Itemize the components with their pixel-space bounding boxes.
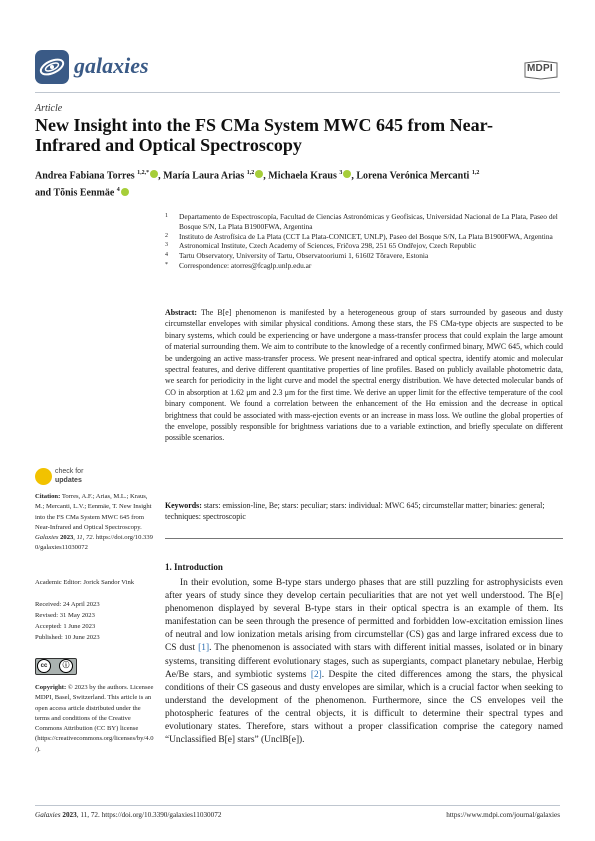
affiliation-number: 4 [165,252,168,259]
author-name[interactable]: María Laura Arias [163,170,245,182]
journal-logo [35,50,69,84]
received-date: Received: 24 April 2023 [35,601,100,608]
affiliation-text: Astronomical Institute, Czech Academy of Sciences, Fričova 298, 251 65 Ondřejov, Czech Republic [179,241,477,251]
correspondence-text[interactable]: Correspondence: atorres@fcaglp.unlp.edu.ar [179,260,312,270]
section-divider [165,538,563,539]
footer-citation [35,811,221,819]
citation-volume: 11, 72. [76,534,95,542]
footer-year: 2023 [62,811,77,819]
galaxy-icon [35,50,69,84]
author-name[interactable]: Lorena Verónica Mercanti [356,170,470,182]
affiliation-text: Departamento de Espectroscopía, Facultad de Ciencias Astronómicas y Geofísicas, Universidad Nacional de La Plata, Paseo del Bosque S/N, La Plata B1900FWA, Argentina [179,212,558,231]
academic-editor: Academic Editor: Jorick Sandor Vink [35,579,135,586]
orcid-icon[interactable] [255,170,263,178]
author-affiliation-ref: 1,2 [246,170,255,176]
citation-doi-link[interactable]: https://doi.org/10.3390/galaxies11030072 [35,534,153,552]
by-attribution-icon: ⓘ [59,659,73,673]
copyright-text: © 2023 by the authors. Licensee MDPI, Basel, Switzerland. This article is an open access article distributed under the terms and conditions of the Creative Commons Attribution (CC BY) license (https://creativecommons.org/licenses/by/4.0/). [35,684,154,753]
affiliation-item [165,251,565,261]
footer-journal-url[interactable]: https://www.mdpi.com/journal/galaxies [446,811,560,819]
affiliation-number: 2 [165,232,168,239]
article-type: Article [35,103,63,114]
published-date: Published: 10 June 2023 [35,634,100,641]
affiliation-number: 3 [165,242,168,249]
orcid-icon[interactable] [121,188,129,196]
affiliation-number: 1 [165,213,168,219]
author-affiliation-ref: 1,2,* [137,170,150,176]
abstract [165,307,563,444]
paragraph-text: . The phenomenon is associated with stars with different initial masses, isolated or in binary systems, transiting different evolutionary stages, such as supergiants, compact planetary nebulae, Herbig Ae/Be stars, and symbiotic systems [165,643,563,680]
citation-label: Citation: [35,493,61,500]
paragraph-text: . Despite the cited differences among the stars, the physical conditions of their CS gaseous and dusty envelopes are similar, which is a crucial factor when seeking to understand the development of the phenomenon. Furthermore, since the CS envelopes veil the photospheric features of the central objects, it is difficult to determine their spectral types and evolutionary states. Therefore, stars without a proper classification comprise the category named “Unclassified B[e] stars” (UnclB[e]). [165,669,563,746]
author-name[interactable]: Tõnis Eenmäe [53,187,115,199]
accepted-date: Accepted: 1 June 2023 [35,623,96,630]
affiliation-item [165,232,565,242]
copyright-block [35,683,155,755]
affiliations [165,212,565,271]
author-affiliation-ref: 3 [339,170,343,176]
orcid-icon[interactable] [150,170,158,178]
correspondence [165,261,565,271]
article-title: New Insight into the FS CMa System MWC 645 from Near-Infrared and Optical Spectroscopy [35,115,493,155]
footer-divider [35,805,560,806]
publisher-name: MDPI [527,63,553,74]
keywords-label: Keywords: [165,501,202,510]
revised-date: Revised: 31 May 2023 [35,612,95,619]
section-heading: 1. Introduction [165,562,223,572]
citation-block: Citation: Torres, A.F.; Arias, M.L.; Kraus, M.; Mercanti, L.V.; Eenmäe, T. New Insight into the FS CMa System MWC 645 from Near-Infrared and Optical Spectroscopy. Galaxies 2023, 11, 72. https://doi.org/10.3390/galaxies11030072 [35,493,153,552]
keywords-text: stars: emission-line, Be; stars: peculiar; stars: individual: MWC 645; circumstellar matter; binaries: general; techniques: spectroscopic [165,501,545,522]
check-updates-icon [35,468,52,485]
author-name[interactable]: Andrea Fabiana Torres [35,170,135,182]
body-text [165,577,563,747]
citation-text: Torres, A.F.; Arias, M.L.; Kraus, M.; Mercanti, L.V.; Eenmäe, T. New Insight into the FS CMa System MWC 645 from Near-Infrared and Optical Spectroscopy. [35,493,152,531]
affiliation-item [165,241,565,251]
affiliation-number: * [165,261,168,268]
affiliation-item [165,212,565,232]
abstract-label: Abstract: [165,308,197,317]
author-affiliation-ref: 4 [116,187,120,194]
keywords [165,500,563,523]
paragraph [165,577,563,747]
citation-year: 2023 [60,534,74,542]
cc-icon: cc [37,659,51,673]
footer-doi[interactable]: , 11, 72. https://doi.org/10.3390/galaxies11030072 [76,811,222,819]
check-updates-line2: updates [55,477,82,484]
footer-journal: Galaxies [35,811,61,819]
abstract-text: The B[e] phenomenon is manifested by a heterogeneous group of stars surrounded by gaseous and dusty circumstellar envelopes with similar physical conditions. Among these stars, the FS CMa-type objects are suspected to be binary systems, which could be experiencing or have undergone a mass-transfer process that could explain the large amount of material surrounding them. We aim to contribute to the knowledge of a recently confirmed binary, MWC 645, which could be undergoing an active mass-transfer process. We present near-infrared and optical spectra, identify atomic and molecular spectral features, and derive different quantitative properties of line profiles. Based on publicly available photometric data, we search for periodicity in the light curve and model the spectral energy distribution. We have detected molecular bands of CO in absorption at 1.62 μm and 2.3 μm for the first time. We derive an upper limit for the effective temperature of the cool binary component. We found a correlation between the enhancement of the Hα emission and the decrease in optical brightness that could be associated with mass-ejection events or an increase in mass loss. We outline the global properties of the envelope, possibly responsible for brightness variations due to a variable extinction, and briefly speculate on different possible scenarios. [165,308,563,443]
author-name[interactable]: Michaela Kraus [268,170,337,182]
publisher-logo[interactable] [521,60,561,80]
header-divider [35,92,560,93]
citation-link[interactable]: [1] [198,643,210,654]
orcid-icon[interactable] [343,170,351,178]
author-affiliation-ref: 1,2 [471,170,480,176]
cc-by-license-badge[interactable] [35,658,75,674]
citation-journal: Galaxies [35,534,59,542]
journal-name[interactable]: galaxies [74,53,149,78]
affiliation-text: Instituto de Astrofísica de La Plata (CCT La Plata-CONICET, UNLP), Paseo del Bosque S/N, La Plata B1900FWA, Argentina [179,231,553,241]
check-updates-line1: check for [55,468,84,475]
copyright-label: Copyright: [35,684,67,691]
citation-link[interactable]: [2] [310,669,322,680]
check-for-updates-button[interactable] [35,466,95,490]
paragraph-text: In their evolution, some B-type stars undergo phases that are still puzzling for astrophysicists even after years of study since they develop certain peculiarities that are not yet well understood. The B[e] phenomenon displayed by several B-type stars in their optical spectra is an example of them. Its manifestation can be seen through the presence of permitted and forbidden low-excitation emission lines of neutral and low ionization metals arising from circumstellar (CS) gas and large infrared excess due to CS dust [165,578,563,654]
author-list: Andrea Fabiana Torres $^{1,2,*}$ , María Laura Arias $^{1,2}$ , Michaela Kraus $^3$ , Lorena Verónica Mercanti $^{1,2}$ and Tõnis Eenmäe $^4$ [35,170,480,199]
affiliation-text: Tartu Observatory, University of Tartu, Observatooriumi 1, 61602 Tõravere, Estonia [179,251,429,261]
